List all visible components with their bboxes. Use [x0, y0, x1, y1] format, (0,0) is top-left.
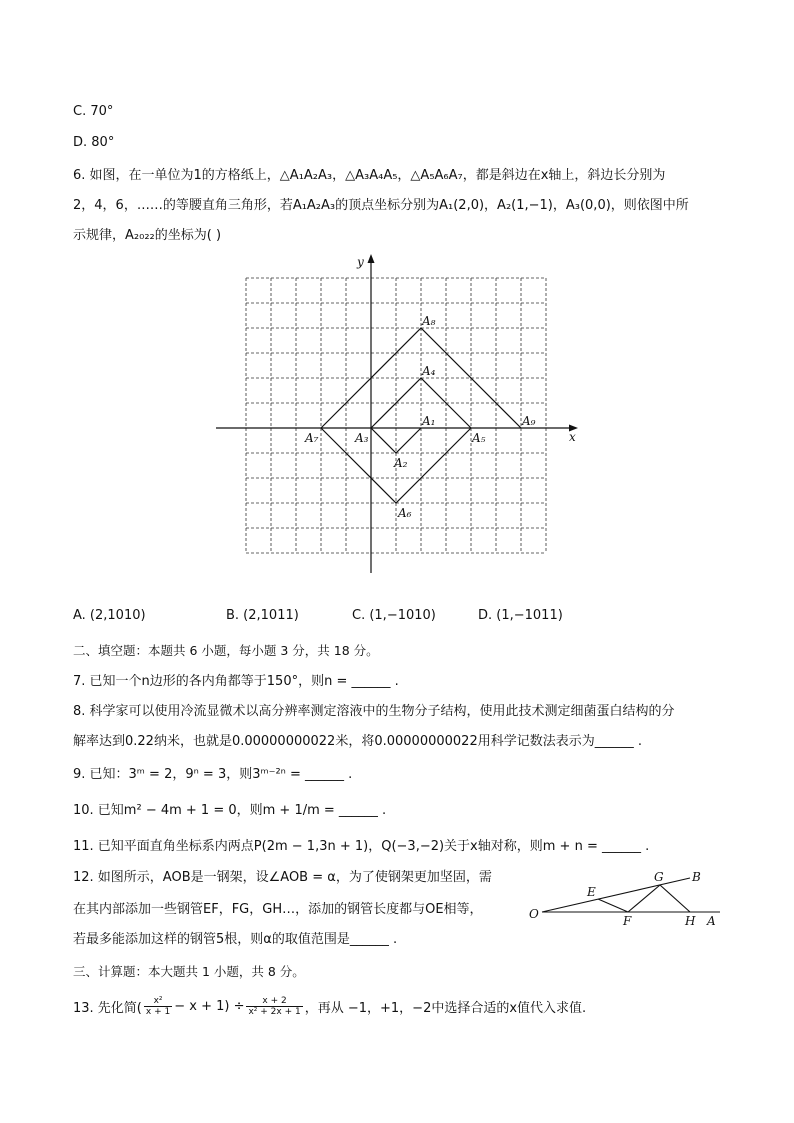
- q13-text: [73, 996, 586, 1017]
- label-a7: A₇: [305, 431, 319, 445]
- q5-option-c: C. 70°: [73, 104, 114, 119]
- q10-text: 10. 已知m² − 4m + 1 = 0，则m + 1/m = ______ .: [73, 803, 387, 818]
- label-g: G: [654, 870, 664, 884]
- x-axis-label: x: [569, 430, 576, 444]
- q13-fraction-2-denominator: x² + 2x + 1: [248, 1007, 301, 1017]
- q6-text-line-3: 示规律，A₂₀₂₂的坐标为( ): [73, 228, 222, 243]
- label-a: A: [707, 914, 716, 928]
- q13-fraction-1: [144, 996, 172, 1017]
- q13-prefix: 13. 先化简(: [73, 1001, 142, 1016]
- section-2-title: 二、填空题：本题共 6 小题，每小题 3 分，共 18 分。: [73, 643, 379, 658]
- q12-text-line-2: 在其内部添加一些钢管EF，FG，GH…，添加的钢管长度都与OE相等，: [73, 902, 483, 917]
- label-a3: A₃: [355, 431, 369, 445]
- q11-text: 11. 已知平面直角坐标系内两点P(2m − 1,3n + 1)，Q(−3,−2)关于x轴对称，则m + n = ______ .: [73, 839, 650, 854]
- q12-text-line-1: 12. 如图所示，AOB是一钢架，设∠AOB = α，为了使钢架更加坚固，需: [73, 870, 492, 885]
- q6-text-line-1: 6. 如图，在一单位为1的方格纸上，△A₁A₂A₃，△A₃A₄A₅，△A₅A₆A₇，都是斜边在x轴上，斜边长分别为: [73, 168, 666, 183]
- q12-steel-frame-figure: [520, 860, 730, 932]
- q7-text: 7. 已知一个n边形的各内角都等于150°，则n = ______ .: [73, 674, 399, 689]
- q13-fraction-2-numerator: x + 2: [262, 996, 287, 1006]
- q6-text-line-2: 2，4，6，……的等腰直角三角形，若A₁A₂A₃的顶点坐标分别为A₁(2,0)，A₂(1,−1)，A₃(0,0)，则依图中所: [73, 198, 689, 213]
- q12-text-line-3: 若最多能添加这样的钢管5根，则α的取值范围是______ .: [73, 932, 398, 947]
- label-h: H: [685, 914, 696, 928]
- section-3-title: 三、计算题：本大题共 1 小题，共 8 分。: [73, 964, 305, 979]
- label-a5: A₅: [472, 431, 486, 445]
- label-b: B: [692, 870, 701, 884]
- q6-grid: [246, 278, 546, 553]
- q8-text-line-2: 解率达到0.22纳米，也就是0.00000000022米，将0.00000000022用科学记数法表示为______ .: [73, 734, 642, 749]
- label-a1: A₁: [422, 414, 436, 428]
- label-a4: A₄: [422, 364, 436, 378]
- label-f: F: [623, 914, 632, 928]
- q6-option-d: D. (1,−1011): [478, 608, 563, 623]
- y-axis-label: y: [357, 255, 364, 269]
- q5-option-d: D. 80°: [73, 135, 115, 150]
- q13-fraction-1-numerator: x²: [153, 996, 163, 1006]
- label-e: E: [587, 885, 596, 899]
- q13-suffix: ，再从 −1，+1，−2中选择合适的x值代入求值.: [304, 1001, 587, 1016]
- label-a2: A₂: [394, 456, 408, 470]
- q6-option-b: B. (2,1011): [226, 608, 299, 623]
- label-a9: A₉: [522, 414, 536, 428]
- q13-fraction-2: [246, 996, 302, 1017]
- q13-fraction-1-denominator: x + 1: [145, 1007, 171, 1017]
- q9-text: 9. 已知：3ᵐ = 2，9ⁿ = 3，则3ᵐ⁻²ⁿ = ______ .: [73, 767, 353, 782]
- q6-option-a: A. (2,1010): [73, 608, 146, 623]
- q6-coordinate-figure: [210, 250, 590, 580]
- q8-text-line-1: 8. 科学家可以使用冷流显微术以高分辨率测定溶液中的生物分子结构，使用此技术测定细菌蛋白结构的分: [73, 704, 675, 719]
- q13-middle: − x + 1) ÷: [174, 999, 245, 1014]
- label-a8: A₈: [422, 314, 436, 328]
- label-o: O: [529, 907, 539, 921]
- label-a6: A₆: [398, 506, 412, 520]
- q6-option-c: C. (1,−1010): [352, 608, 436, 623]
